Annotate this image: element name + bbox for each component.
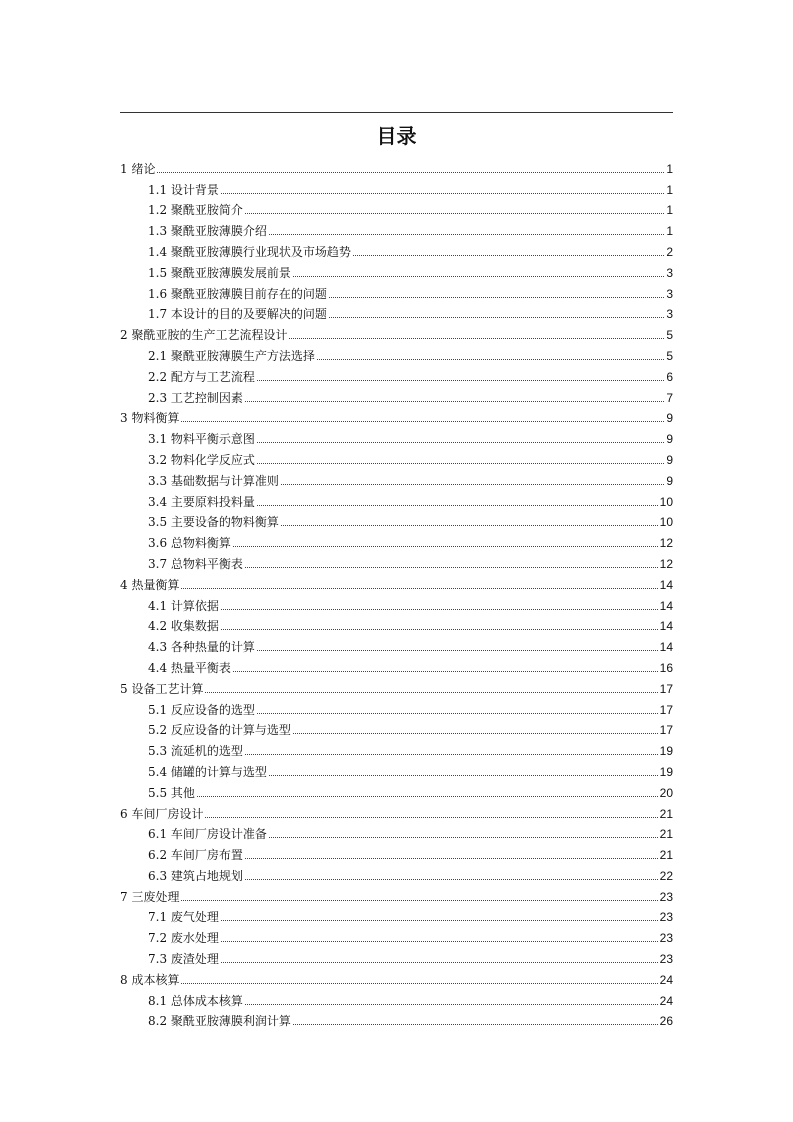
toc-dot-leader (181, 587, 657, 589)
toc-entry-label: 8.1 总体成本核算 (148, 993, 243, 1008)
toc-page-number: 17 (659, 723, 673, 738)
toc-section-entry[interactable] (120, 363, 673, 384)
toc-chapter-entry[interactable] (120, 800, 673, 821)
toc-dot-leader (205, 816, 657, 818)
toc-page-number: 21 (659, 848, 673, 863)
toc-dot-leader (157, 171, 664, 173)
toc-entry-label: 1.6 聚酰亚胺薄膜目前存在的问题 (148, 286, 327, 301)
toc-page-number: 1 (666, 224, 673, 239)
toc-chapter-entry[interactable] (120, 571, 673, 592)
toc-dot-leader (245, 1003, 658, 1005)
toc-dot-leader (257, 462, 664, 464)
toc-entry-label: 1.5 聚酰亚胺薄膜发展前景 (148, 265, 291, 280)
toc-entry-label: 4.2 收集数据 (148, 619, 219, 634)
toc-dot-leader (197, 795, 658, 797)
toc-entry-label: 1.2 聚酰亚胺简介 (148, 203, 243, 218)
toc-entry-label: 4.4 热量平衡表 (148, 660, 231, 675)
toc-entry-label: 2.3 工艺控制因素 (148, 390, 243, 405)
toc-dot-leader (233, 670, 658, 672)
toc-chapter-entry[interactable] (120, 966, 673, 987)
toc-page-number: 1 (666, 161, 673, 176)
toc-page-number: 9 (666, 452, 673, 467)
toc-page-number: 10 (659, 494, 673, 509)
toc-dot-leader (269, 836, 658, 838)
toc-section-entry[interactable] (120, 613, 673, 634)
toc-dot-leader (221, 628, 658, 630)
toc-section-entry[interactable] (120, 301, 673, 322)
toc-page-number: 24 (659, 993, 673, 1008)
toc-section-entry[interactable] (120, 1008, 673, 1029)
page-title: 目录 (376, 124, 417, 148)
toc-dot-leader (293, 1023, 658, 1025)
toc-entry-label: 6.1 车间厂房设计准备 (148, 827, 267, 842)
toc-dot-leader (293, 275, 664, 277)
toc-page-number: 19 (659, 744, 673, 759)
toc-section-entry[interactable] (120, 758, 673, 779)
toc-section-entry[interactable] (120, 924, 673, 945)
toc-page-number: 23 (659, 910, 673, 925)
toc-chapter-entry[interactable] (120, 883, 673, 904)
toc-page-number: 3 (666, 286, 673, 301)
toc-section-entry[interactable] (120, 342, 673, 363)
toc-entry-label: 4.3 各种热量的计算 (148, 640, 255, 655)
toc-entry-label: 4.1 计算依据 (148, 598, 219, 613)
toc-dot-leader (269, 233, 664, 235)
toc-section-entry[interactable] (120, 945, 673, 966)
toc-section-entry[interactable] (120, 862, 673, 883)
toc-page-number: 9 (666, 473, 673, 488)
toc-entry-label: 1.3 聚酰亚胺薄膜介绍 (148, 224, 267, 239)
toc-dot-leader (317, 358, 664, 360)
toc-page-number: 6 (666, 369, 673, 384)
toc-page-number: 1 (666, 203, 673, 218)
toc-dot-leader (281, 524, 658, 526)
toc-entry-label: 5.1 反应设备的选型 (148, 702, 255, 717)
toc-dot-leader (289, 337, 664, 339)
toc-section-entry[interactable] (120, 904, 673, 925)
toc-dot-leader (353, 254, 664, 256)
toc-dot-leader (245, 566, 658, 568)
toc-page-number: 12 (659, 556, 673, 571)
toc-dot-leader (221, 192, 664, 194)
toc-page-number: 22 (659, 868, 673, 883)
toc-section-entry[interactable] (120, 717, 673, 738)
toc-dot-leader (181, 420, 664, 422)
toc-entry-label: 3.2 物料化学反应式 (148, 452, 255, 467)
toc-page-number: 3 (666, 265, 673, 280)
toc-section-entry[interactable] (120, 633, 673, 654)
toc-entry-label: 3.6 总物料衡算 (148, 536, 231, 551)
toc-page-number: 19 (659, 764, 673, 779)
toc-entry-label: 3.4 主要原料投料量 (148, 494, 255, 509)
toc-entry-label: 7.1 废气处理 (148, 910, 219, 925)
toc-section-entry[interactable] (120, 259, 673, 280)
toc-dot-leader (257, 504, 658, 506)
toc-page-number: 26 (659, 1014, 673, 1029)
toc-page-number: 3 (666, 307, 673, 322)
toc-chapter-entry[interactable] (120, 321, 673, 342)
toc-entry-label: 2.1 聚酰亚胺薄膜生产方法选择 (148, 348, 315, 363)
toc-dot-leader (257, 379, 664, 381)
toc-section-entry[interactable] (120, 467, 673, 488)
toc-page-number: 17 (659, 702, 673, 717)
toc-entry-label: 5.2 反应设备的计算与选型 (148, 723, 291, 738)
toc-chapter-entry[interactable] (120, 155, 673, 176)
toc-section-entry[interactable] (120, 696, 673, 717)
toc-section-entry[interactable] (120, 779, 673, 800)
toc-page-number: 23 (659, 952, 673, 967)
toc-entry-label: 7 三废处理 (120, 889, 180, 904)
header-rule (120, 112, 673, 113)
toc-dot-leader (245, 878, 658, 880)
toc-section-entry[interactable] (120, 238, 673, 259)
toc-page-number: 17 (659, 681, 673, 696)
toc-dot-leader (281, 483, 664, 485)
toc-dot-leader (245, 753, 658, 755)
toc-entry-label: 4 热量衡算 (120, 577, 180, 592)
toc-section-entry[interactable] (120, 217, 673, 238)
toc-dot-leader (245, 400, 664, 402)
toc-dot-leader (329, 316, 664, 318)
toc-page-number: 12 (659, 536, 673, 551)
toc-page-number: 14 (659, 619, 673, 634)
toc-dot-leader (233, 545, 658, 547)
toc-page-number: 5 (666, 328, 673, 343)
toc-section-entry[interactable] (120, 488, 673, 509)
toc-page-number: 1 (666, 182, 673, 197)
toc-page-number: 16 (659, 660, 673, 675)
toc-dot-leader (245, 857, 658, 859)
toc-entry-label: 1.1 设计背景 (148, 182, 219, 197)
toc-entry-label: 7.2 废水处理 (148, 931, 219, 946)
toc-entry-label: 3.3 基础数据与计算准则 (148, 473, 279, 488)
toc-page-number: 21 (659, 827, 673, 842)
toc-entry-label: 3.1 物料平衡示意图 (148, 432, 255, 447)
toc-section-entry[interactable] (120, 592, 673, 613)
toc-dot-leader (181, 899, 657, 901)
toc-section-entry[interactable] (120, 987, 673, 1008)
toc-page-number: 14 (659, 598, 673, 613)
toc-entry-label: 7.3 废渣处理 (148, 952, 219, 967)
toc-list (120, 155, 673, 1028)
toc-section-entry[interactable] (120, 197, 673, 218)
toc-section-entry[interactable] (120, 821, 673, 842)
toc-entry-label: 1.7 本设计的目的及要解决的问题 (148, 307, 327, 322)
toc-dot-leader (329, 296, 664, 298)
toc-page-number: 14 (659, 577, 673, 592)
toc-entry-label: 6.2 车间厂房布置 (148, 848, 243, 863)
toc-entry-label: 2.2 配方与工艺流程 (148, 369, 255, 384)
toc-page-number: 9 (666, 411, 673, 426)
toc-entry-label: 3 物料衡算 (120, 411, 180, 426)
toc-section-entry[interactable] (120, 841, 673, 862)
toc-page-number: 5 (666, 348, 673, 363)
toc-dot-leader (257, 649, 658, 651)
toc-dot-leader (293, 732, 658, 734)
toc-dot-leader (245, 212, 664, 214)
toc-page-number: 21 (659, 806, 673, 821)
toc-page-number: 7 (666, 390, 673, 405)
toc-chapter-entry[interactable] (120, 405, 673, 426)
toc-dot-leader (221, 961, 658, 963)
toc-dot-leader (221, 608, 658, 610)
toc-entry-label: 5.4 储罐的计算与选型 (148, 764, 267, 779)
toc-section-entry[interactable] (120, 737, 673, 758)
toc-page-number: 2 (666, 244, 673, 259)
toc-entry-label: 6.3 建筑占地规划 (148, 868, 243, 883)
toc-entry-label: 3.5 主要设备的物料衡算 (148, 515, 279, 530)
toc-page-number: 20 (659, 785, 673, 800)
toc-section-entry[interactable] (120, 384, 673, 405)
toc-section-entry[interactable] (120, 550, 673, 571)
toc-dot-leader (221, 919, 658, 921)
toc-entry-label: 1.4 聚酰亚胺薄膜行业现状及市场趋势 (148, 244, 351, 259)
toc-entry-label: 2 聚酰亚胺的生产工艺流程设计 (120, 328, 288, 343)
toc-page-number: 23 (659, 931, 673, 946)
toc-page-number: 10 (659, 515, 673, 530)
toc-dot-leader (257, 712, 658, 714)
toc-section-entry[interactable] (120, 280, 673, 301)
toc-dot-leader (221, 940, 658, 942)
toc-section-entry[interactable] (120, 176, 673, 197)
toc-section-entry[interactable] (120, 446, 673, 467)
toc-dot-leader (269, 774, 658, 776)
toc-entry-label: 1 绪论 (120, 161, 156, 176)
toc-entry-label: 5.5 其他 (148, 785, 195, 800)
toc-section-entry[interactable] (120, 654, 673, 675)
toc-entry-label: 5 设备工艺计算 (120, 681, 204, 696)
toc-section-entry[interactable] (120, 425, 673, 446)
toc-page-number: 9 (666, 432, 673, 447)
toc-page-number: 23 (659, 889, 673, 904)
toc-entry-label: 8 成本核算 (120, 972, 180, 987)
toc-section-entry[interactable] (120, 509, 673, 530)
toc-entry-label: 3.7 总物料平衡表 (148, 556, 243, 571)
toc-entry-label: 6 车间厂房设计 (120, 806, 204, 821)
toc-dot-leader (181, 982, 657, 984)
toc-page-number: 24 (659, 972, 673, 987)
toc-entry-label: 5.3 流延机的选型 (148, 744, 243, 759)
toc-section-entry[interactable] (120, 529, 673, 550)
toc-chapter-entry[interactable] (120, 675, 673, 696)
toc-page-number: 14 (659, 640, 673, 655)
toc-entry-label: 8.2 聚酰亚胺薄膜利润计算 (148, 1014, 291, 1029)
toc-dot-leader (257, 441, 664, 443)
toc-dot-leader (205, 691, 657, 693)
